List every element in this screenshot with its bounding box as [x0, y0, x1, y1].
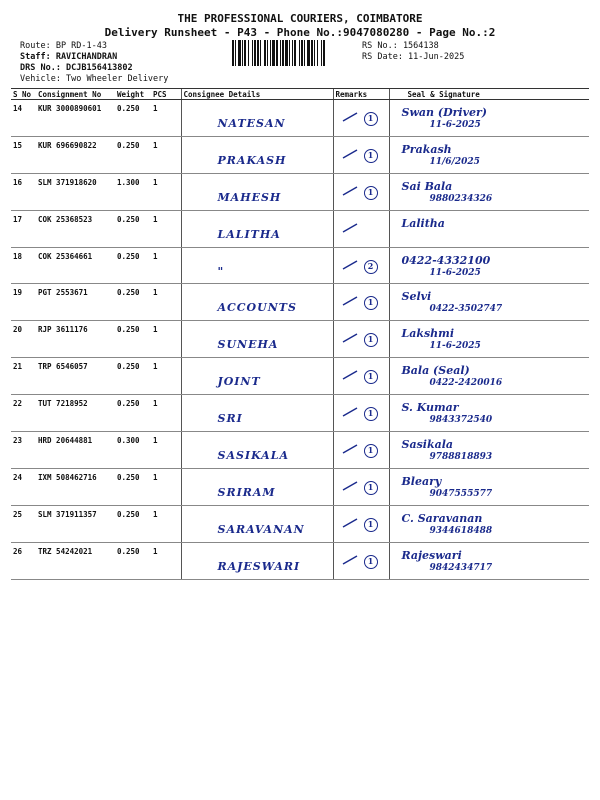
consignee-handwriting: SARAVANAN [217, 522, 305, 536]
signature-handwriting: Lakshmi [401, 327, 454, 341]
signature-note: 9344618488 [429, 525, 493, 536]
cell-consignment-no: KUR 696690822 [36, 136, 115, 173]
cell-remarks [333, 395, 389, 432]
cell-pcs: 1 [151, 505, 181, 542]
cell-weight: 0.250 [115, 321, 151, 358]
cell-consignment-no: RJP 3611176 [36, 321, 115, 358]
cell-consignee [181, 542, 333, 579]
consignee-handwriting: SUNEHA [217, 338, 279, 352]
col-header-sno: S No [11, 89, 36, 100]
cell-remarks [333, 247, 389, 284]
cell-sno: 20 [11, 321, 36, 358]
cell-signature [389, 284, 589, 321]
signature-handwriting: Sai Bala [401, 179, 453, 193]
table-row [11, 542, 589, 579]
table-row [11, 100, 589, 137]
cell-consignment-no: SLM 371911357 [36, 505, 115, 542]
drs-label: DRS No.: DCJB156413802 [20, 63, 133, 73]
col-header-signature: Seal & Signature [389, 89, 589, 100]
check-mark-icon [342, 517, 358, 529]
table-row [11, 210, 589, 247]
cell-consignment-no: COK 25368523 [36, 210, 115, 247]
remark-circle: 1 [364, 333, 378, 347]
cell-consignee [181, 284, 333, 321]
remark-circle: 1 [364, 555, 378, 569]
check-mark-icon [342, 332, 358, 344]
cell-pcs: 1 [151, 284, 181, 321]
cell-sno: 25 [11, 505, 36, 542]
cell-signature [389, 468, 589, 505]
remark-circle: 1 [364, 481, 378, 495]
consignee-handwriting: RAJESWARI [217, 559, 301, 573]
cell-consignment-no: TUT 7218952 [36, 395, 115, 432]
cell-remarks [333, 173, 389, 210]
col-header-consignment: Consignment No [36, 89, 115, 100]
cell-signature [389, 358, 589, 395]
cell-remarks [333, 210, 389, 247]
consignee-handwriting: JOINT [217, 375, 261, 389]
cell-consignee [181, 432, 333, 469]
consignee-handwriting: LALITHA [217, 227, 281, 241]
remark-circle: 1 [364, 370, 378, 384]
cell-consignee [181, 358, 333, 395]
signature-note: 11-6-2025 [429, 341, 481, 352]
signature-note: 9842434717 [429, 562, 493, 573]
cell-consignee [181, 247, 333, 284]
table-row [11, 284, 589, 321]
cell-consignee [181, 505, 333, 542]
cell-consignee [181, 468, 333, 505]
consignee-handwriting: NATESAN [217, 117, 286, 130]
cell-pcs: 1 [151, 136, 181, 173]
remark-circle: 1 [364, 444, 378, 458]
cell-weight: 0.250 [115, 505, 151, 542]
table-row [11, 136, 589, 173]
signature-handwriting: Lalitha [401, 216, 445, 230]
cell-consignment-no: TRP 6546057 [36, 358, 115, 395]
col-header-consignee: Consignee Details [181, 89, 333, 100]
cell-sno: 26 [11, 542, 36, 579]
signature-note: 9843372540 [429, 415, 493, 426]
check-mark-icon [342, 554, 358, 566]
cell-pcs: 1 [151, 432, 181, 469]
cell-consignment-no: COK 25364661 [36, 247, 115, 284]
consignee-handwriting: " [217, 264, 225, 278]
consignee-handwriting: SRIRAM [217, 485, 276, 499]
cell-consignment-no: KUR 3000890601 [36, 100, 115, 137]
signature-handwriting: Selvi [401, 290, 432, 304]
signature-note: 9047555577 [429, 488, 493, 499]
cell-signature [389, 136, 589, 173]
cell-consignee [181, 210, 333, 247]
check-mark-icon [342, 148, 358, 160]
cell-consignee [181, 136, 333, 173]
cell-consignee [181, 100, 333, 137]
rs-date-label: RS Date: 11-Jun-2025 [362, 52, 465, 62]
runsheet-subtitle: Delivery Runsheet - P43 - Phone No.:9047080280 - Page No.:2 [104, 26, 496, 39]
check-mark-icon [342, 259, 358, 271]
cell-sno: 19 [11, 284, 36, 321]
cell-pcs: 1 [151, 321, 181, 358]
signature-note: 0422-2420016 [429, 378, 503, 389]
consignee-handwriting: ACCOUNTS [217, 301, 297, 315]
cell-consignment-no: PGT 2553671 [36, 284, 115, 321]
signature-note: 0422-3502747 [429, 304, 503, 315]
table-row [11, 321, 589, 358]
cell-signature [389, 542, 589, 579]
remark-circle: 1 [364, 186, 378, 200]
cell-remarks [333, 468, 389, 505]
signature-handwriting: Bala (Seal) [401, 364, 470, 378]
signature-handwriting: Rajeswari [401, 548, 462, 562]
cell-signature [389, 321, 589, 358]
cell-pcs: 1 [151, 100, 181, 137]
cell-weight: 0.250 [115, 542, 151, 579]
cell-consignment-no: SLM 371918620 [36, 173, 115, 210]
cell-consignment-no: HRD 20644881 [36, 432, 115, 469]
cell-remarks [333, 432, 389, 469]
cell-pcs: 1 [151, 358, 181, 395]
cell-sno: 16 [11, 173, 36, 210]
cell-sno: 14 [11, 100, 36, 137]
cell-sno: 17 [11, 210, 36, 247]
cell-remarks [333, 321, 389, 358]
runsheet-table [11, 88, 589, 580]
cell-remarks [333, 284, 389, 321]
cell-weight: 0.250 [115, 468, 151, 505]
col-header-remarks: Remarks [333, 89, 389, 100]
rs-no-label: RS No.: 1564138 [362, 41, 439, 51]
cell-weight: 1.300 [115, 173, 151, 210]
cell-remarks [333, 136, 389, 173]
cell-signature [389, 505, 589, 542]
vehicle-label: Vehicle: Two Wheeler Delivery [20, 74, 169, 84]
cell-remarks [333, 100, 389, 137]
cell-weight: 0.250 [115, 395, 151, 432]
check-mark-icon [342, 222, 358, 234]
cell-pcs: 1 [151, 210, 181, 247]
cell-sno: 22 [11, 395, 36, 432]
cell-weight: 0.250 [115, 100, 151, 137]
cell-consignee [181, 321, 333, 358]
signature-note: 11-6-2025 [429, 120, 481, 130]
table-row [11, 432, 589, 469]
consignee-handwriting: SRI [217, 412, 243, 426]
signature-note: 9880234326 [429, 193, 493, 204]
company-title: THE PROFESSIONAL COURIERS, COIMBATORE [177, 12, 423, 25]
cell-sno: 21 [11, 358, 36, 395]
cell-signature [389, 173, 589, 210]
check-mark-icon [342, 369, 358, 381]
table-row [11, 505, 589, 542]
check-mark-icon [342, 111, 358, 123]
table-header-row [11, 89, 589, 100]
cell-signature [389, 247, 589, 284]
signature-handwriting: Bleary [401, 474, 442, 488]
remark-circle: 1 [364, 407, 378, 421]
cell-pcs: 1 [151, 173, 181, 210]
remark-circle: 2 [364, 260, 378, 274]
table-row [11, 395, 589, 432]
cell-consignment-no: IXM 508462716 [36, 468, 115, 505]
cell-weight: 0.250 [115, 136, 151, 173]
signature-handwriting: 0422-4332100 [401, 253, 491, 267]
signature-note: 9788818893 [429, 452, 493, 463]
signature-handwriting: C. Saravanan [401, 511, 483, 525]
cell-weight: 0.250 [115, 358, 151, 395]
cell-remarks [333, 505, 389, 542]
cell-pcs: 1 [151, 247, 181, 284]
cell-pcs: 1 [151, 395, 181, 432]
cell-sno: 23 [11, 432, 36, 469]
cell-remarks [333, 358, 389, 395]
staff-label: Staff: RAVICHANDRAN [20, 52, 118, 62]
cell-consignee [181, 173, 333, 210]
cell-pcs: 1 [151, 468, 181, 505]
consignee-handwriting: SASIKALA [217, 449, 289, 463]
signature-handwriting: S. Kumar [401, 401, 459, 415]
signature-handwriting: Swan (Driver) [401, 106, 487, 119]
cell-pcs: 1 [151, 542, 181, 579]
cell-consignment-no: TRZ 54242021 [36, 542, 115, 579]
check-mark-icon [342, 443, 358, 455]
consignee-handwriting: PRAKASH [217, 153, 287, 167]
col-header-weight: Weight [115, 89, 151, 100]
cell-weight: 0.300 [115, 432, 151, 469]
table-row [11, 468, 589, 505]
table-row [11, 358, 589, 395]
cell-sno: 18 [11, 247, 36, 284]
cell-signature [389, 100, 589, 137]
table-row [11, 247, 589, 284]
cell-sno: 15 [11, 136, 36, 173]
remark-circle: 1 [364, 112, 378, 126]
check-mark-icon [342, 185, 358, 197]
cell-sno: 24 [11, 468, 36, 505]
col-header-pcs: PCS [151, 89, 181, 100]
signature-note: 11-6-2025 [429, 267, 481, 278]
barcode [232, 40, 356, 66]
check-mark-icon [342, 406, 358, 418]
table-row [11, 173, 589, 210]
remark-circle: 1 [364, 149, 378, 163]
remark-circle: 1 [364, 296, 378, 310]
consignee-handwriting: MAHESH [217, 190, 282, 204]
route-label: Route: BP RD-1-43 [20, 41, 107, 51]
signature-handwriting: Prakash [401, 142, 452, 156]
signature-handwriting: Sasikala [401, 438, 453, 452]
cell-signature [389, 210, 589, 247]
cell-signature [389, 395, 589, 432]
cell-signature [389, 432, 589, 469]
cell-weight: 0.250 [115, 284, 151, 321]
signature-note: 11/6/2025 [429, 156, 480, 167]
check-mark-icon [342, 295, 358, 307]
cell-remarks [333, 542, 389, 579]
cell-weight: 0.250 [115, 247, 151, 284]
cell-consignee [181, 395, 333, 432]
remark-circle: 1 [364, 518, 378, 532]
check-mark-icon [342, 480, 358, 492]
cell-weight: 0.250 [115, 210, 151, 247]
